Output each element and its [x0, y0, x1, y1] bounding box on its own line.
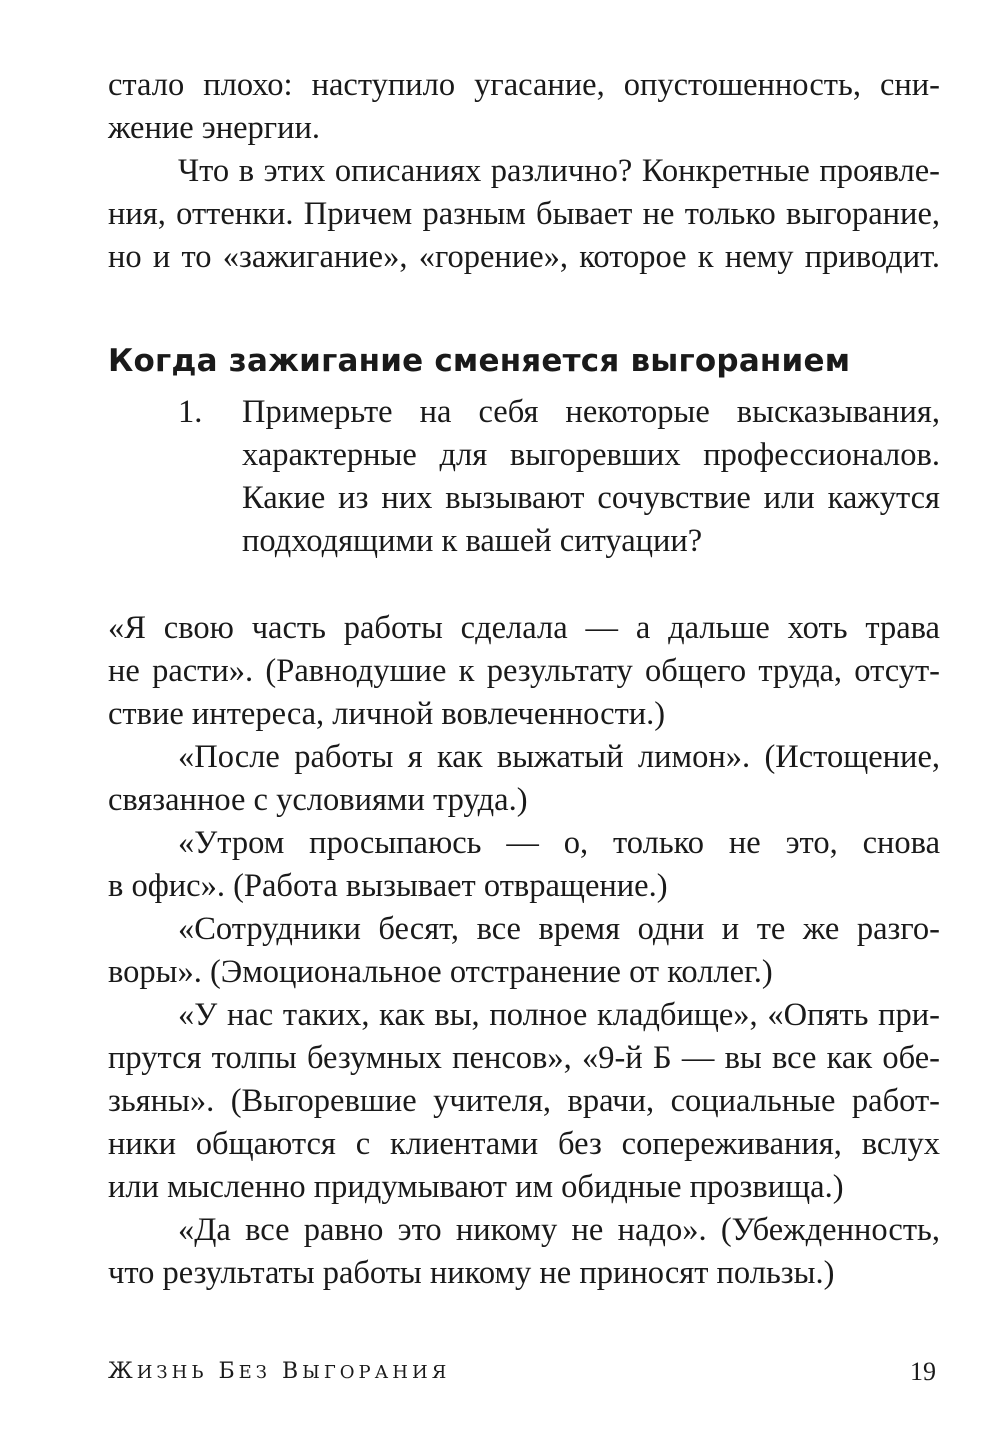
- quote-paragraph: [108, 607, 940, 736]
- text-line: Что в этих описаниях различно? Конкретные проявле-: [178, 153, 940, 189]
- text-line: что результаты работы никому не приносят пользы.): [108, 1255, 835, 1291]
- text-line: жение энергии.: [108, 110, 321, 146]
- text-line: ники общаются с клиентами без сопереживания, вслух: [108, 1126, 940, 1162]
- running-title: ЖИЗНЬ БЕЗ ВЫГОРАНИЯ: [108, 1359, 451, 1384]
- text-line: «Да все равно это никому не надо». (Убежденность,: [178, 1212, 940, 1248]
- text-line: прутся толпы безумных пенсов», «9-й Б — вы все как обе-: [108, 1040, 940, 1076]
- text-line: ствие интереса, личной вовлеченности.): [108, 696, 666, 732]
- text-line: стало плохо: наступило угасание, опустошенность, сни-: [108, 67, 940, 103]
- quote-paragraph: [108, 994, 940, 1209]
- text-line: «После работы я как выжатый лимон». (Истощение,: [178, 739, 940, 775]
- text-line: характерные для выгоревших профессионалов.: [242, 437, 940, 473]
- page-footer: [108, 1352, 936, 1392]
- text-line: «Сотрудники бесят, все время одни и те же разго-: [178, 911, 940, 947]
- text-line: в офис». (Работа вызывает отвращение.): [108, 868, 668, 904]
- text-line: или мысленно придумывают им обидные прозвища.): [108, 1169, 844, 1205]
- text-line: «У нас таких, как вы, полное кладбище», «Опять при-: [178, 997, 940, 1033]
- list-item-text: [242, 391, 940, 563]
- paragraph-1: [108, 64, 940, 150]
- page-body: [108, 64, 940, 1295]
- text-line: но и то «зажигание», «горение», которое к нему приводит.: [108, 239, 940, 275]
- text-line: связанное с условиями труда.): [108, 782, 528, 818]
- text-line: Какие из них вызывают сочувствие или кажутся: [242, 480, 940, 516]
- section-heading: Когда зажигание сменяется выгоранием: [108, 343, 851, 379]
- text-line: ния, оттенки. Причем разным бывает не только выгорание,: [108, 196, 940, 232]
- list-item: [108, 391, 940, 563]
- text-line: подходящими к вашей ситуации?: [242, 523, 703, 559]
- text-line: «Утром просыпаюсь — о, только не это, снова: [178, 825, 940, 861]
- list-item-number: 1.: [178, 394, 203, 430]
- quotes-section: [108, 607, 940, 1295]
- text-line: Примерьте на себя некоторые высказывания,: [242, 394, 940, 430]
- paragraph-2: [108, 150, 940, 279]
- text-line: зьяны». (Выгоревшие учителя, врачи, социальные работ-: [108, 1083, 940, 1119]
- text-line: воры». (Эмоциональное отстранение от коллег.): [108, 954, 773, 990]
- text-line: не расти». (Равнодушие к результату общего труда, отсут-: [108, 653, 940, 689]
- quote-paragraph: [108, 908, 940, 994]
- quote-paragraph: [108, 736, 940, 822]
- quote-paragraph: [108, 1209, 940, 1295]
- text-line: «Я свою часть работы сделала — а дальше хоть трава: [108, 610, 940, 646]
- quote-paragraph: [108, 822, 940, 908]
- page-number: 19: [910, 1357, 936, 1386]
